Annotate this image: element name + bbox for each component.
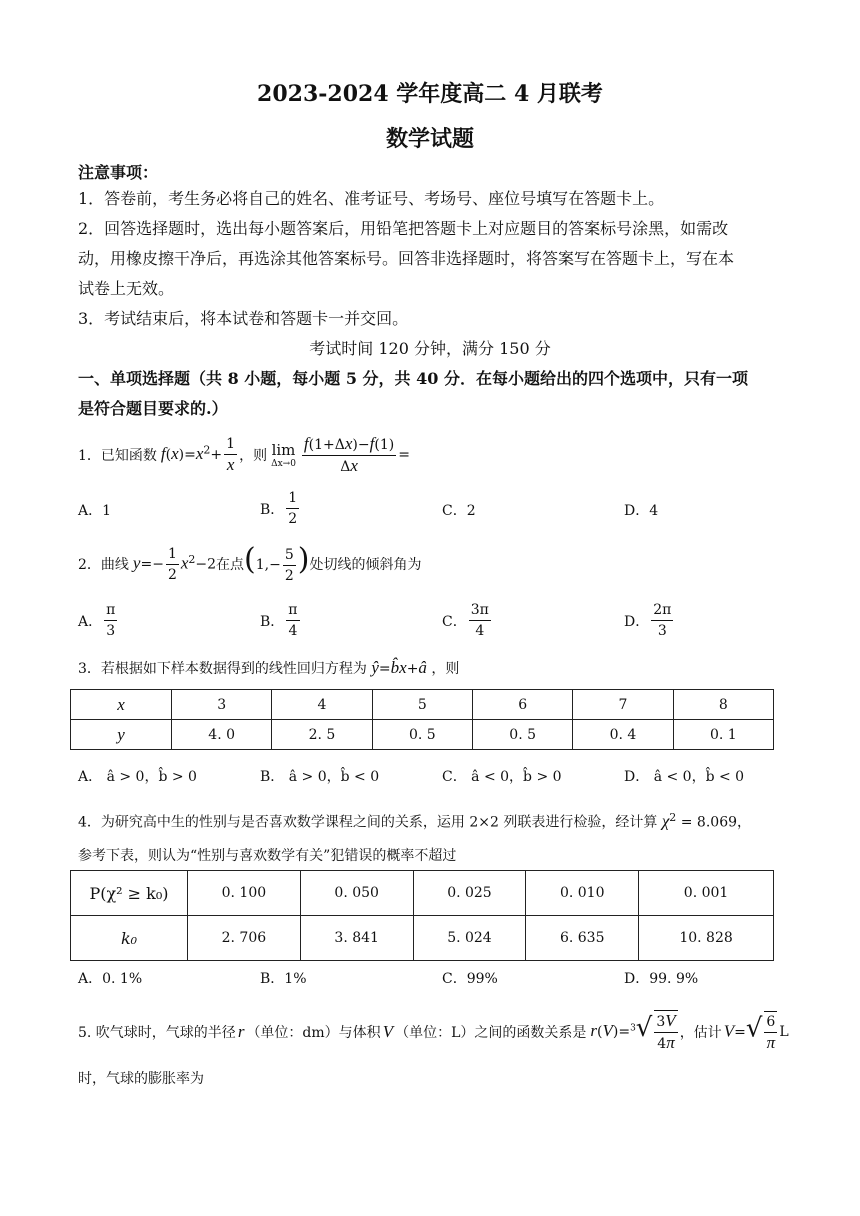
section-heading-line2: 是符合题目要求的.）: [78, 399, 228, 418]
q2-option-d: D． $\frac{2\pi}{3}$: [624, 602, 672, 639]
notice-item-2-cont: 动，用橡皮擦干净后，再选涂其他答案标号。回答非选择题时，将答案写在答题卡上，写在本: [78, 249, 735, 268]
q5-volume-value: V=√ $\frac{6}{\pi}$: [724, 1011, 780, 1054]
q1-prefix: 1．已知函数: [78, 448, 157, 464]
notice-item-3: 3．考试结束后，将本试卷和答题卡一并交回。: [78, 309, 409, 328]
q2-curve: y=− $\frac{1}{2}$ $x^2-2$: [132, 545, 217, 583]
table-row: k₀ 2. 706 3. 841 5. 024 6. 635 10. 828: [71, 916, 774, 961]
table-row: x 3 4 5 6 7 8: [71, 690, 774, 720]
q1-limit: lim Δx→0: [271, 441, 296, 469]
q4-chi-square-table: [70, 870, 774, 961]
q2-point: (1,− $\frac{5}{2}$ ): [244, 542, 310, 584]
question-5-line2: 时，气球的膨胀率为: [78, 1071, 204, 1087]
table-row: y 4. 0 2. 5 0. 5 0. 5 0. 4 0. 1: [71, 720, 774, 750]
q1-mid: ，则: [239, 448, 268, 464]
q1-function: $f(x)=x^2+$ $\frac{1}{x}$: [160, 436, 236, 474]
question-4-line1: 4．为研究高中生的性别与是否喜欢数学课程之间的关系，运用 2×2 列联表进行检验，经计算 $\chi^2 = 8.069$，: [78, 811, 752, 831]
q1-option-c: C．2: [442, 503, 476, 519]
q4-option-b: B．1%: [260, 971, 307, 987]
section-heading-line1: 一、单项选择题（共 8 小题，每小题 5 分，共 40 分．在每小题给出的四个选项中，只有一项: [78, 369, 748, 388]
q5-radius-formula: r(V)=$^3$√ $\frac{3V}{4\pi}$: [590, 1011, 676, 1052]
q2-option-b: B． $\frac{\pi}{4}$: [260, 602, 298, 639]
question-2: 2．曲线 y=− $\frac{1}{2}$ $x^2-2$ 在点 (1,− $\frac{5}{2}$ ) 处切线的倾斜角为: [78, 542, 422, 584]
q3-regression-equation: ŷ=b̂x+â: [371, 658, 427, 677]
exam-time-info: 考试时间 120 分钟，满分 150 分: [309, 339, 551, 358]
question-4-line2: 参考下表，则认为“性别与喜欢数学有关”犯错误的概率不超过: [78, 848, 457, 864]
q1-difference-quotient: $\frac{f(1+\Delta x)-f(1)}{\Delta x}$: [303, 433, 395, 475]
q4-option-d: D．99. 9%: [624, 971, 699, 987]
notice-item-2-end: 试卷上无效。: [78, 279, 175, 298]
q1-option-a: A．1: [78, 503, 112, 519]
question-3: 3．若根据如下样本数据得到的线性回归方程为 ŷ=b̂x+â ，则: [78, 658, 460, 677]
q1-option-b: B． $\frac{1}{2}$: [260, 490, 298, 527]
q2-option-a: A． $\frac{\pi}{3}$: [78, 602, 116, 639]
q1-option-d: D．4: [624, 503, 659, 519]
q2-option-c: C． $\frac{3\pi}{4}$: [442, 602, 489, 639]
q3-option-a: A． â > 0，b̂ > 0: [78, 769, 197, 785]
q3-option-d: D． â < 0，b̂ < 0: [624, 769, 745, 785]
exam-subtitle: 数学试题: [385, 126, 474, 152]
notice-heading: 注意事项：: [78, 163, 159, 182]
table-row: P(χ² ≥ k₀) 0. 100 0. 050 0. 025 0. 010 0. 001: [71, 871, 774, 916]
question-1: 1．已知函数 $f(x)=x^2+$ $\frac{1}{x}$ ，则 lim Δx→0 $\frac{f(1+\Delta x)-f(1)}{\Delta x}$ =: [78, 433, 410, 475]
question-5: 5. 吹气球时，气球的半径 r （单位：dm）与体积 V （单位：L）之间的函数关系是 r(V)=$^3$√ $\frac{3V}{4\pi}$ ，估计 V=√ $\frac{6}{\pi}$ L: [78, 1011, 789, 1052]
q3-option-c: C． â < 0，b̂ > 0: [442, 769, 562, 785]
exam-title: 2023-2024 学年度高二 4 月联考: [257, 81, 603, 107]
q3-data-table: [70, 689, 774, 750]
q4-option-c: C．99%: [442, 971, 498, 987]
notice-item-2: 2．回答选择题时，选出每小题答案后，用铅笔把答题卡上对应题目的答案标号涂黑，如需改: [78, 219, 729, 238]
q3-option-b: B． â > 0，b̂ < 0: [260, 769, 380, 785]
notice-item-1: 1．答卷前，考生务必将自己的姓名、准考证号、考场号、座位号填写在答题卡上。: [78, 189, 665, 208]
q4-option-a: A．0. 1%: [78, 971, 143, 987]
